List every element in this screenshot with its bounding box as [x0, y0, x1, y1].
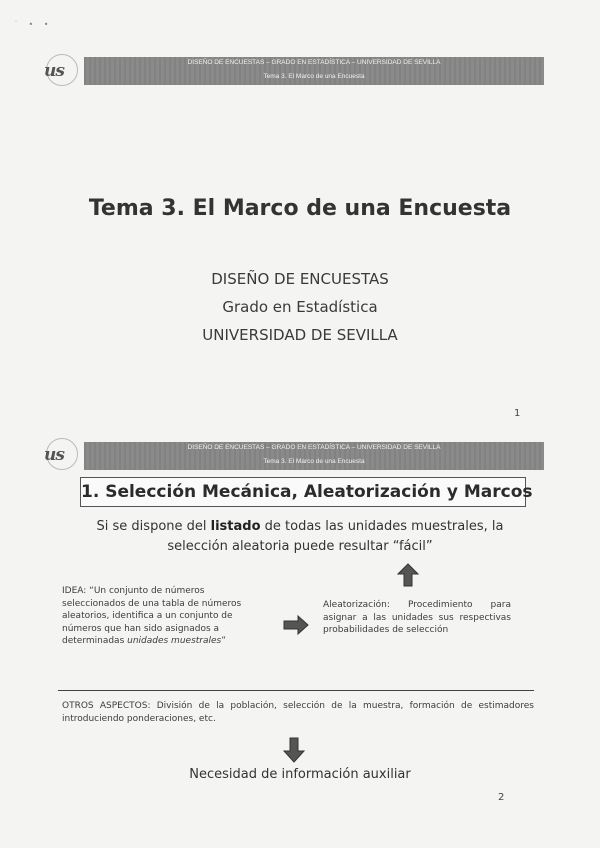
otros-aspectos-text: OTROS ASPECTOS: División de la población, selección de la muestra, formación de estimadores introduciendo ponderaciones, etc.: [62, 701, 534, 724]
idea-block: [62, 585, 272, 648]
slide-1-title: Tema 3. El Marco de una Encuesta: [88, 196, 512, 221]
slide-2-header-topic: Tema 3. El Marco de una Encuesta: [263, 458, 365, 465]
slide-1-page-number: 1: [514, 408, 521, 419]
idea-line-5-text: determinadas: [62, 636, 128, 646]
idea-line-1: IDEA: “Un conjunto de números: [62, 586, 205, 596]
logo-text: us: [44, 61, 64, 81]
idea-line-5-end: ”: [221, 636, 226, 646]
arrow-down-icon: [283, 737, 305, 763]
slide-1-subtitle: [0, 265, 600, 349]
idea-italic-unidades: unidades muestrales: [127, 636, 222, 646]
arrow-up-icon: [397, 563, 419, 587]
idea-line-5: [62, 635, 272, 648]
slide-2-header-course: DISEÑO DE ENCUESTAS – GRADO EN ESTADÍSTICA – UNIVERSIDAD DE SEVILLA: [187, 444, 441, 451]
aleatorizacion-block: Aleatorización: Procedimiento para asignar a las unidades sus respectivas probabilidades de selección: [323, 600, 511, 635]
idea-line-4: números que han sido asignados a: [62, 623, 220, 634]
slide-1-header-course: DISEÑO DE ENCUESTAS – GRADO EN ESTADÍSTICA – UNIVERSIDAD DE SEVILLA: [187, 59, 441, 66]
section-divider: [58, 690, 534, 691]
conclusion-text: Necesidad de información auxiliar: [189, 767, 411, 782]
university-logo-2: [38, 442, 78, 472]
intro-text-start: Si se dispone del: [96, 519, 211, 534]
slide-2-intro: [0, 517, 600, 557]
slide-1-header-topic: Tema 3. El Marco de una Encuesta: [263, 73, 365, 80]
arrow-right-icon: [283, 615, 309, 635]
slide-2-section-title: 1. Selección Mecánica, Aleatorización y Marcos: [80, 477, 526, 507]
subtitle-line-degree: Grado en Estadística: [222, 298, 378, 316]
slide-1-header-band: [84, 57, 544, 85]
slide-2-header-band: [84, 442, 544, 470]
slide-2: [0, 430, 600, 830]
logo-text: us: [44, 445, 64, 465]
subtitle-line-course: DISEÑO DE ENCUESTAS: [211, 270, 389, 288]
subtitle-line-university: UNIVERSIDAD DE SEVILLA: [202, 326, 398, 344]
intro-line-2: selección aleatoria puede resultar “fácil”: [167, 539, 433, 554]
intro-bold-listado: listado: [210, 519, 261, 534]
university-logo: [38, 58, 78, 88]
intro-line-1: [0, 517, 600, 537]
slide-2-page-number: 2: [498, 792, 505, 803]
scan-artifacts: ˙ • •: [14, 20, 53, 29]
slide-1: [0, 40, 600, 430]
idea-line-2: seleccionados de una tabla de números: [62, 598, 242, 609]
intro-text-end: de todas las unidades muestrales, la: [260, 519, 504, 534]
idea-line-3: aleatorios, identifica a un conjunto de: [62, 611, 233, 621]
